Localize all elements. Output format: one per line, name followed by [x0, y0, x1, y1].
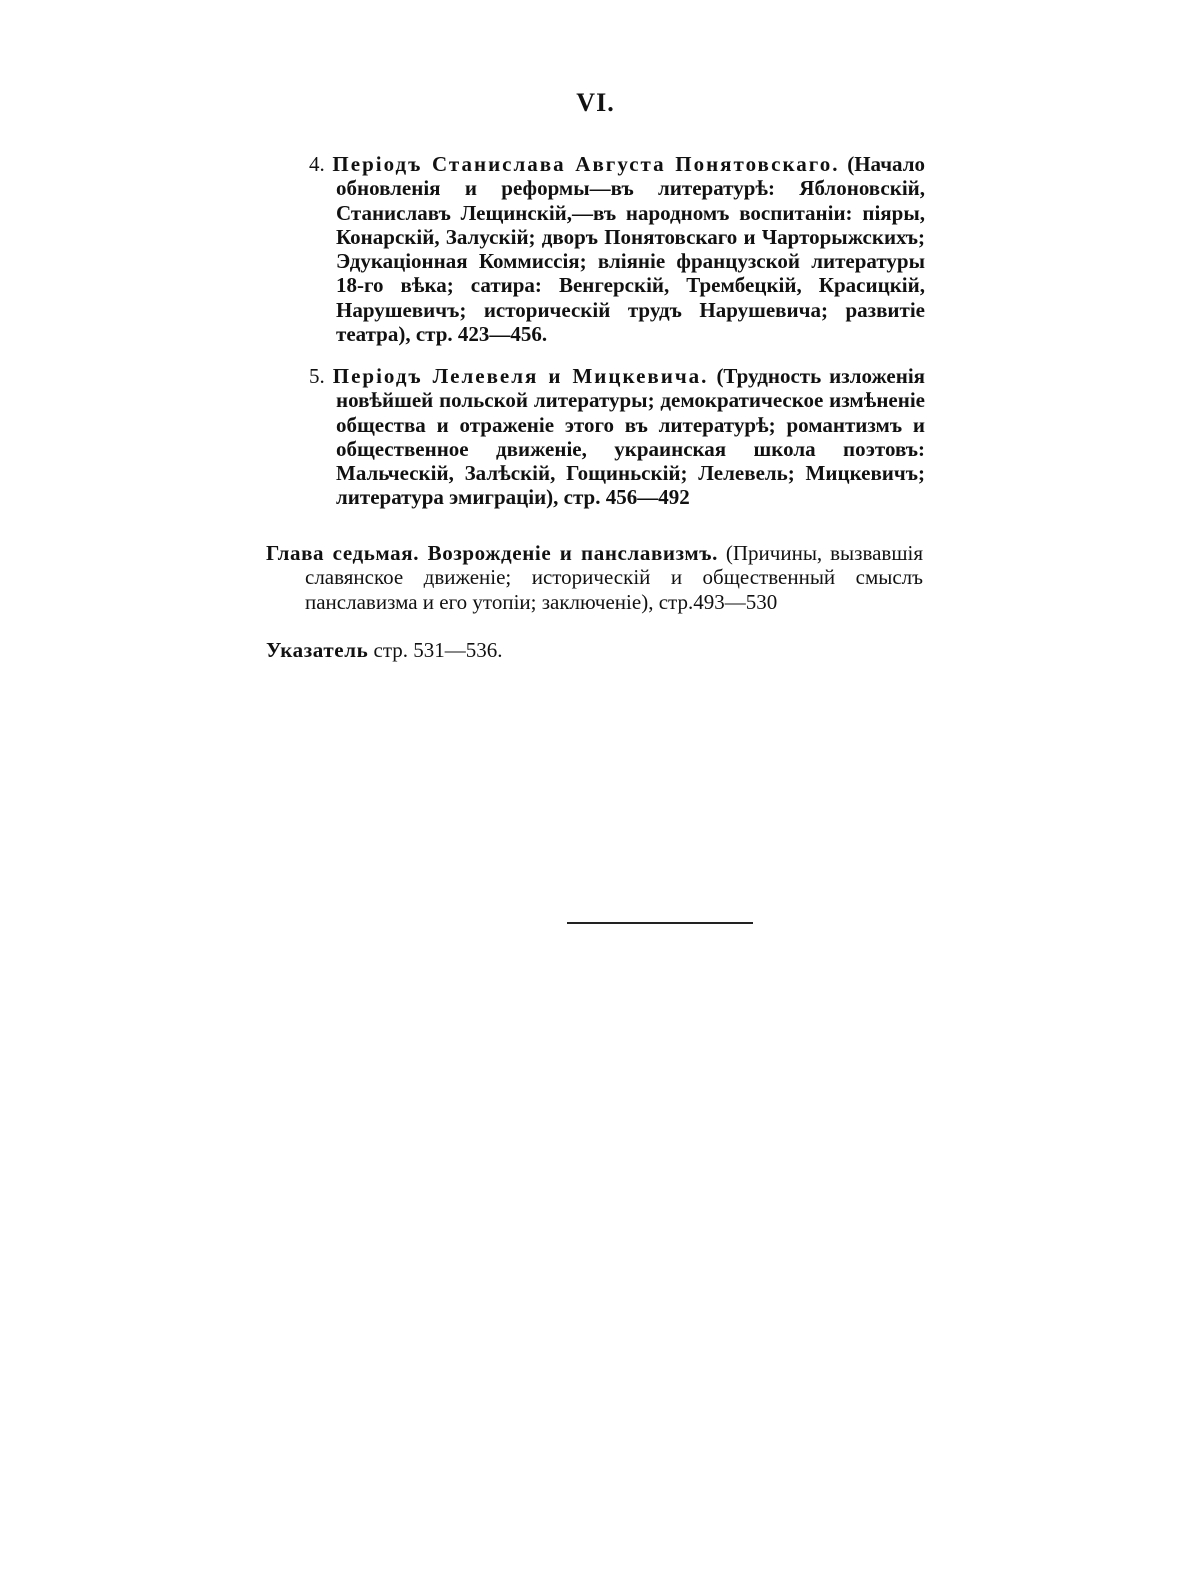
toc-entry-index — [266, 638, 766, 662]
end-rule-divider — [567, 922, 753, 924]
entry-heading: Періодъ Станислава Августа Понятовскаго. — [332, 152, 840, 176]
index-heading: Указатель — [266, 638, 369, 662]
entry-number: 5. — [309, 364, 325, 388]
entry-number: 4. — [309, 152, 325, 176]
chapter-description: (Причины, вызвавшія славянское движеніе; историческій и общественный смыслъ панславизма и его утопіи; заключеніе), стр.493—530 — [305, 541, 923, 614]
entry-description: (Трудность изложенія новѣйшей польской литературы; демократическое измѣненіе общества и отраженіе этого въ литературѣ; романтизмъ и общественное движеніе, украинская школа поэтовъ: Мальческій, Залѣскій, Гощиньскій; Лелевель; Мицкевичъ; литература эмиграціи), стр. 456—492 — [336, 364, 926, 510]
page-number: VI. — [576, 88, 615, 117]
entry-heading: Періодъ Лелевеля и Мицкевича. — [332, 364, 709, 388]
chapter-heading: Глава седьмая. Возрожденіе и панславизмъ. — [266, 541, 718, 565]
entry-description: (Начало обновленія и реформы—въ литературѣ: Яблоновскій, Станиславъ Лещинскій,—въ народномъ воспитаніи: піяры, Конарскій, Залускій; дворъ Понятовскаго и Чарторыжскихъ; Эдукаціонная Коммиссія; вліяніе французской литературы 18-го вѣка; сатира: Венгерскій, Трембецкій, Красицкій, Нарушевичъ; историческій трудъ Нарушевича; развитіе театра), стр. 423—456. — [336, 152, 925, 347]
toc-entry-section-4 — [309, 152, 925, 346]
toc-entry-section-5 — [309, 364, 925, 510]
toc-entry-chapter-7 — [266, 541, 923, 614]
index-pages: стр. 531—536. — [373, 638, 503, 662]
